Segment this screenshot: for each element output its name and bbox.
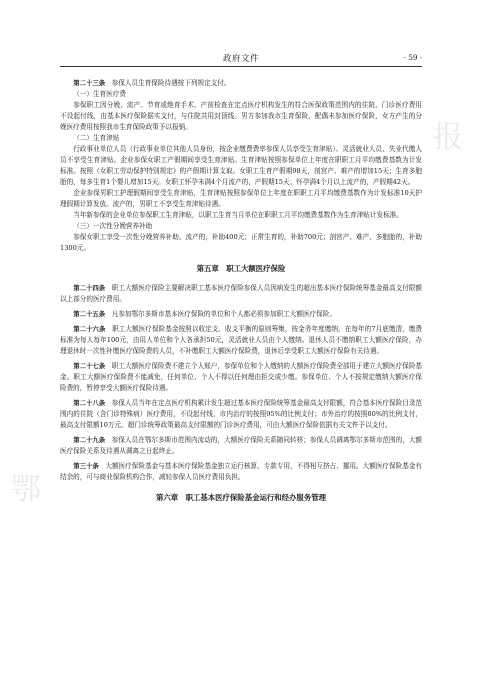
paragraph-text: 大额医疗保险基金与基本医疗保险基金独立运行核算，专款专用，不得相互挤占、挪用。大额医疗保险基金有结余的，可与商业保险机构合作，减轻参保人员医疗费用负担。 — [60, 462, 423, 481]
paragraph-text: 职工大额医疗保险基金按照以收定支、收支平衡的原则筹集，按金务年度缴纳，在每年的7月底缴清，缴费标准为每人每年100元，由用人单位和个人各承担50元，灵活就业人员由个人缴纳。退休人员不缴纳职工大额医疗保险，办理退休时一次性补缴医疗保险费的人员，不补缴职工大额医疗保险费，退休后享受职工大额医疗保险有关待遇。 — [60, 325, 423, 355]
subsection-heading — [60, 221, 422, 232]
chapter-heading-6: 第六章 职工基本医疗保险基金运行和经办服务管理 — [156, 493, 326, 502]
subsection-heading — [60, 133, 422, 144]
watermark-right: 报 — [433, 120, 463, 155]
article-number: 第二十六条 — [73, 325, 106, 333]
paragraph — [60, 461, 422, 483]
watermark-left: 鄂 — [11, 472, 41, 507]
paragraph-text: 职工大额医疗保险费不建立个人账户，参保单位和个人缴纳的大额医疗保险费全部用于建立大额医疗保险基金。职工大额医疗保险费不能减免，任何单位、个人不得以任何理由拒交或少缴。参保单位、个人不按规定缴纳大额医疗保险费的，暂停享受大额医疗保险待遇。 — [60, 362, 423, 392]
section-chapter4-tail — [60, 78, 422, 254]
paragraph — [60, 324, 422, 357]
paragraph-text: （二）生育津贴 — [73, 134, 120, 142]
document-body — [60, 78, 422, 512]
article-number: 第二十八条 — [73, 399, 106, 407]
paragraph-text: 参保职工因分娩、流产、节育或绝育手术、产前检查在定点医疗机构发生的符合医保政策范围内的住院、门诊医疗费用不设起付线，由基本医疗保险据实支付，与住院共用封顶线。男方参加我市生育保险，配偶未参加医疗保险，女方产生的分娩医疗费用按照我市生育保险政策予以报销。 — [60, 101, 422, 131]
paragraph — [60, 361, 422, 394]
article-number: 第二十四条 — [73, 284, 106, 292]
paragraph-text: 当年新参保的企业单位参保职工生育津贴，以职工生育当月单位在职职工月平均缴费基数作为生育津贴计发标准。 — [73, 211, 403, 219]
paragraph — [60, 78, 422, 89]
article-number: 第二十五条 — [73, 310, 106, 318]
paragraph-text: 凡参加鄂尔多斯市基本医疗保险的单位和个人都必须参加职工大额医疗保险。 — [111, 310, 336, 318]
paragraph — [60, 188, 422, 210]
paragraph — [60, 398, 422, 431]
paragraph — [60, 309, 422, 320]
paragraph-text: 参保人员在鄂尔多斯市范围内流动的，大额医疗保险关系随同转移；参保人员调离鄂尔多斯市范围的，大额医疗保险关系及待遇从调离之日起终止。 — [60, 436, 423, 455]
paragraph-text: 参保女职工享受一次性分娩营养补助。流产的，补助400元；正常生育的，补助700元；剖宫产、难产、多胞胎的，补助1300元。 — [60, 233, 422, 252]
paragraph-text: 职工大额医疗保险主要解决职工基本医疗保险参保人员因病发生的超出基本医疗保险统筹基金最高支付限额以上部分的医疗费用。 — [60, 284, 423, 303]
paragraph — [60, 283, 422, 305]
subsection-heading — [60, 89, 422, 100]
paragraph — [60, 100, 422, 133]
paragraph-text: 行政事业单位人员（行政事业单位其他人员身份，按企业缴费费率参保人员享受生育津贴）、灵活就业人员、失业代缴人员不享受生育津贴。企业参保女职工产假期间享受生育津贴。生育津贴按照参保单位上年度在职职工月平均缴费基数为计发标准。按照《女职工劳动保护特别规定》的产假期计算支取。女职工生育产假期98天，剖宫产、难产的增加15天；生育多胞胎的，每多生育1个婴儿增加15天。女职工怀孕未满4个月流产的，产假期15天；怀孕满4个月以上流产的，产假期42天。 — [60, 145, 422, 186]
paragraph — [60, 232, 422, 254]
article-number: 第二十七条 — [73, 362, 106, 370]
chapter-heading-5: 第五章 职工大额医疗保险 — [196, 264, 286, 273]
paragraph-text: 参保人员当年在定点医疗机构累计发生超过基本医疗保险统筹基金最高支付限额，符合基本医疗保险目录范围内的住院（含门诊特殊病）医疗费用，不设起付线，市内治疗的按照95%的比例支付；市外治疗的按照80%的比例支付，最高支付限额10万元。超门诊统筹政策最高支付限额的门诊医疗费用，可由大额医疗保险依据有关文件予以支付。 — [60, 399, 423, 429]
paragraph-text: 参保人员生育保险待遇按下列规定支付。 — [111, 79, 231, 87]
section-chapter5 — [60, 283, 422, 483]
article-number: 第二十三条 — [73, 79, 106, 87]
paragraph-text: （一）生育医疗费 — [73, 90, 126, 98]
paragraph-text: 企业参保男职工护理假期间享受生育津贴，生育津贴按照参保单位上年度在职职工月平均缴费基数作为计发标准10天护理假期计算发放。流产的，男职工不享受生育津贴待遇。 — [60, 189, 422, 208]
paragraph — [60, 435, 422, 457]
page-number: · 59 · — [403, 53, 422, 62]
paragraph — [60, 210, 422, 221]
article-number: 第二十九条 — [73, 436, 106, 444]
paragraph-text: （三）一次性分娩营养补助 — [73, 222, 153, 230]
paragraph — [60, 144, 422, 188]
page-header — [60, 52, 422, 67]
header-title: 政府文件 — [222, 54, 259, 64]
article-number: 第三十条 — [73, 462, 99, 470]
